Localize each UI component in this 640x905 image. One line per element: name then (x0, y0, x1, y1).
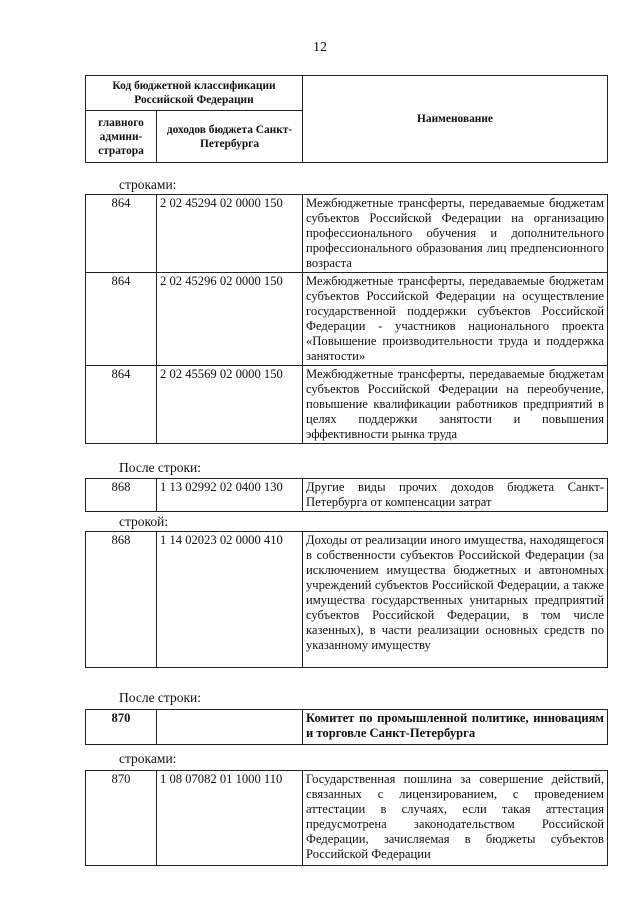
name-column-header: Наименование (303, 76, 608, 163)
page-number: 12 (313, 40, 327, 55)
table-row (86, 479, 608, 512)
admin-code: 870 (86, 771, 157, 866)
table-row (86, 532, 608, 668)
income-code: 1 14 02023 02 0000 410 (157, 532, 303, 668)
income-name: Межбюджетные трансферты, передаваемые бюджетам субъектов Российской Федерации на переобучение, повышение квалификации работников предприятий в целях поддержки занятости и повышения эффективности рынка труда (303, 366, 608, 444)
table-row (86, 710, 608, 745)
income-code: 1 13 02992 02 0400 130 (157, 479, 303, 512)
income-code: 2 02 45294 02 0000 150 (157, 195, 303, 273)
section-label-rows: строками: (119, 177, 177, 192)
rows-table-2 (85, 478, 608, 512)
income-code: 1 08 07082 01 1000 110 (157, 771, 303, 866)
section-label-after-row: После строки: (119, 460, 202, 475)
income-name: Доходы от реализации иного имущества, находящегося в собственности субъектов Российской Федерации (за исключением имущества бюджетных и автономных учреждений субъектов Российской Федерации, а также имущества государственных унитарных предприятий субъектов Российской Федерации, в том числе казенных), в части реализации основных средств по указанному имуществу (303, 532, 608, 668)
code-classification-header: Код бюджетной классификации Российской Федерации (86, 76, 303, 111)
admin-code: 868 (86, 479, 157, 512)
admin-code: 864 (86, 273, 157, 366)
income-name: Комитет по промышленной политике, инновациям и торговле Санкт-Петербурга (303, 710, 608, 745)
section-label-rows: строками: (119, 751, 177, 766)
rows-table-5 (85, 770, 608, 866)
table-row (86, 366, 608, 444)
income-code: 2 02 45296 02 0000 150 (157, 273, 303, 366)
admin-code: 864 (86, 366, 157, 444)
income-code (157, 710, 303, 745)
income-code: 2 02 45569 02 0000 150 (157, 366, 303, 444)
income-column-header: доходов бюджета Санкт-Петербурга (157, 111, 303, 163)
admin-column-header: главного админи-стратора (86, 111, 157, 163)
rows-table-3 (85, 531, 608, 668)
admin-code: 868 (86, 532, 157, 668)
income-name: Межбюджетные трансферты, передаваемые бюджетам субъектов Российской Федерации на организацию профессионального обучения и дополнительного профессионального образования лиц предпенсионного возраста (303, 195, 608, 273)
table-row (86, 195, 608, 273)
table-row (86, 273, 608, 366)
income-name: Межбюджетные трансферты, передаваемые бюджетам субъектов Российской Федерации на осуществление государственной поддержки субъектов Российской Федерации - участников национального проекта «Повышение производительности труда и поддержка занятости» (303, 273, 608, 366)
header-table (85, 75, 608, 163)
section-label-after-row: После строки: (119, 690, 202, 705)
rows-table-1 (85, 194, 608, 444)
rows-table-4 (85, 709, 608, 745)
section-label-row: строкой: (119, 514, 169, 529)
admin-code: 870 (86, 710, 157, 745)
income-name: Государственная пошлина за совершение действий, связанных с лицензированием, с проведением аттестации в случаях, если такая аттестация предусмотрена законодательством Российской Федерации, зачисляемая в бюджеты субъектов Российской Федерации (303, 771, 608, 866)
income-name: Другие виды прочих доходов бюджета Санкт-Петербурга от компенсации затрат (303, 479, 608, 512)
admin-code: 864 (86, 195, 157, 273)
table-row (86, 771, 608, 866)
